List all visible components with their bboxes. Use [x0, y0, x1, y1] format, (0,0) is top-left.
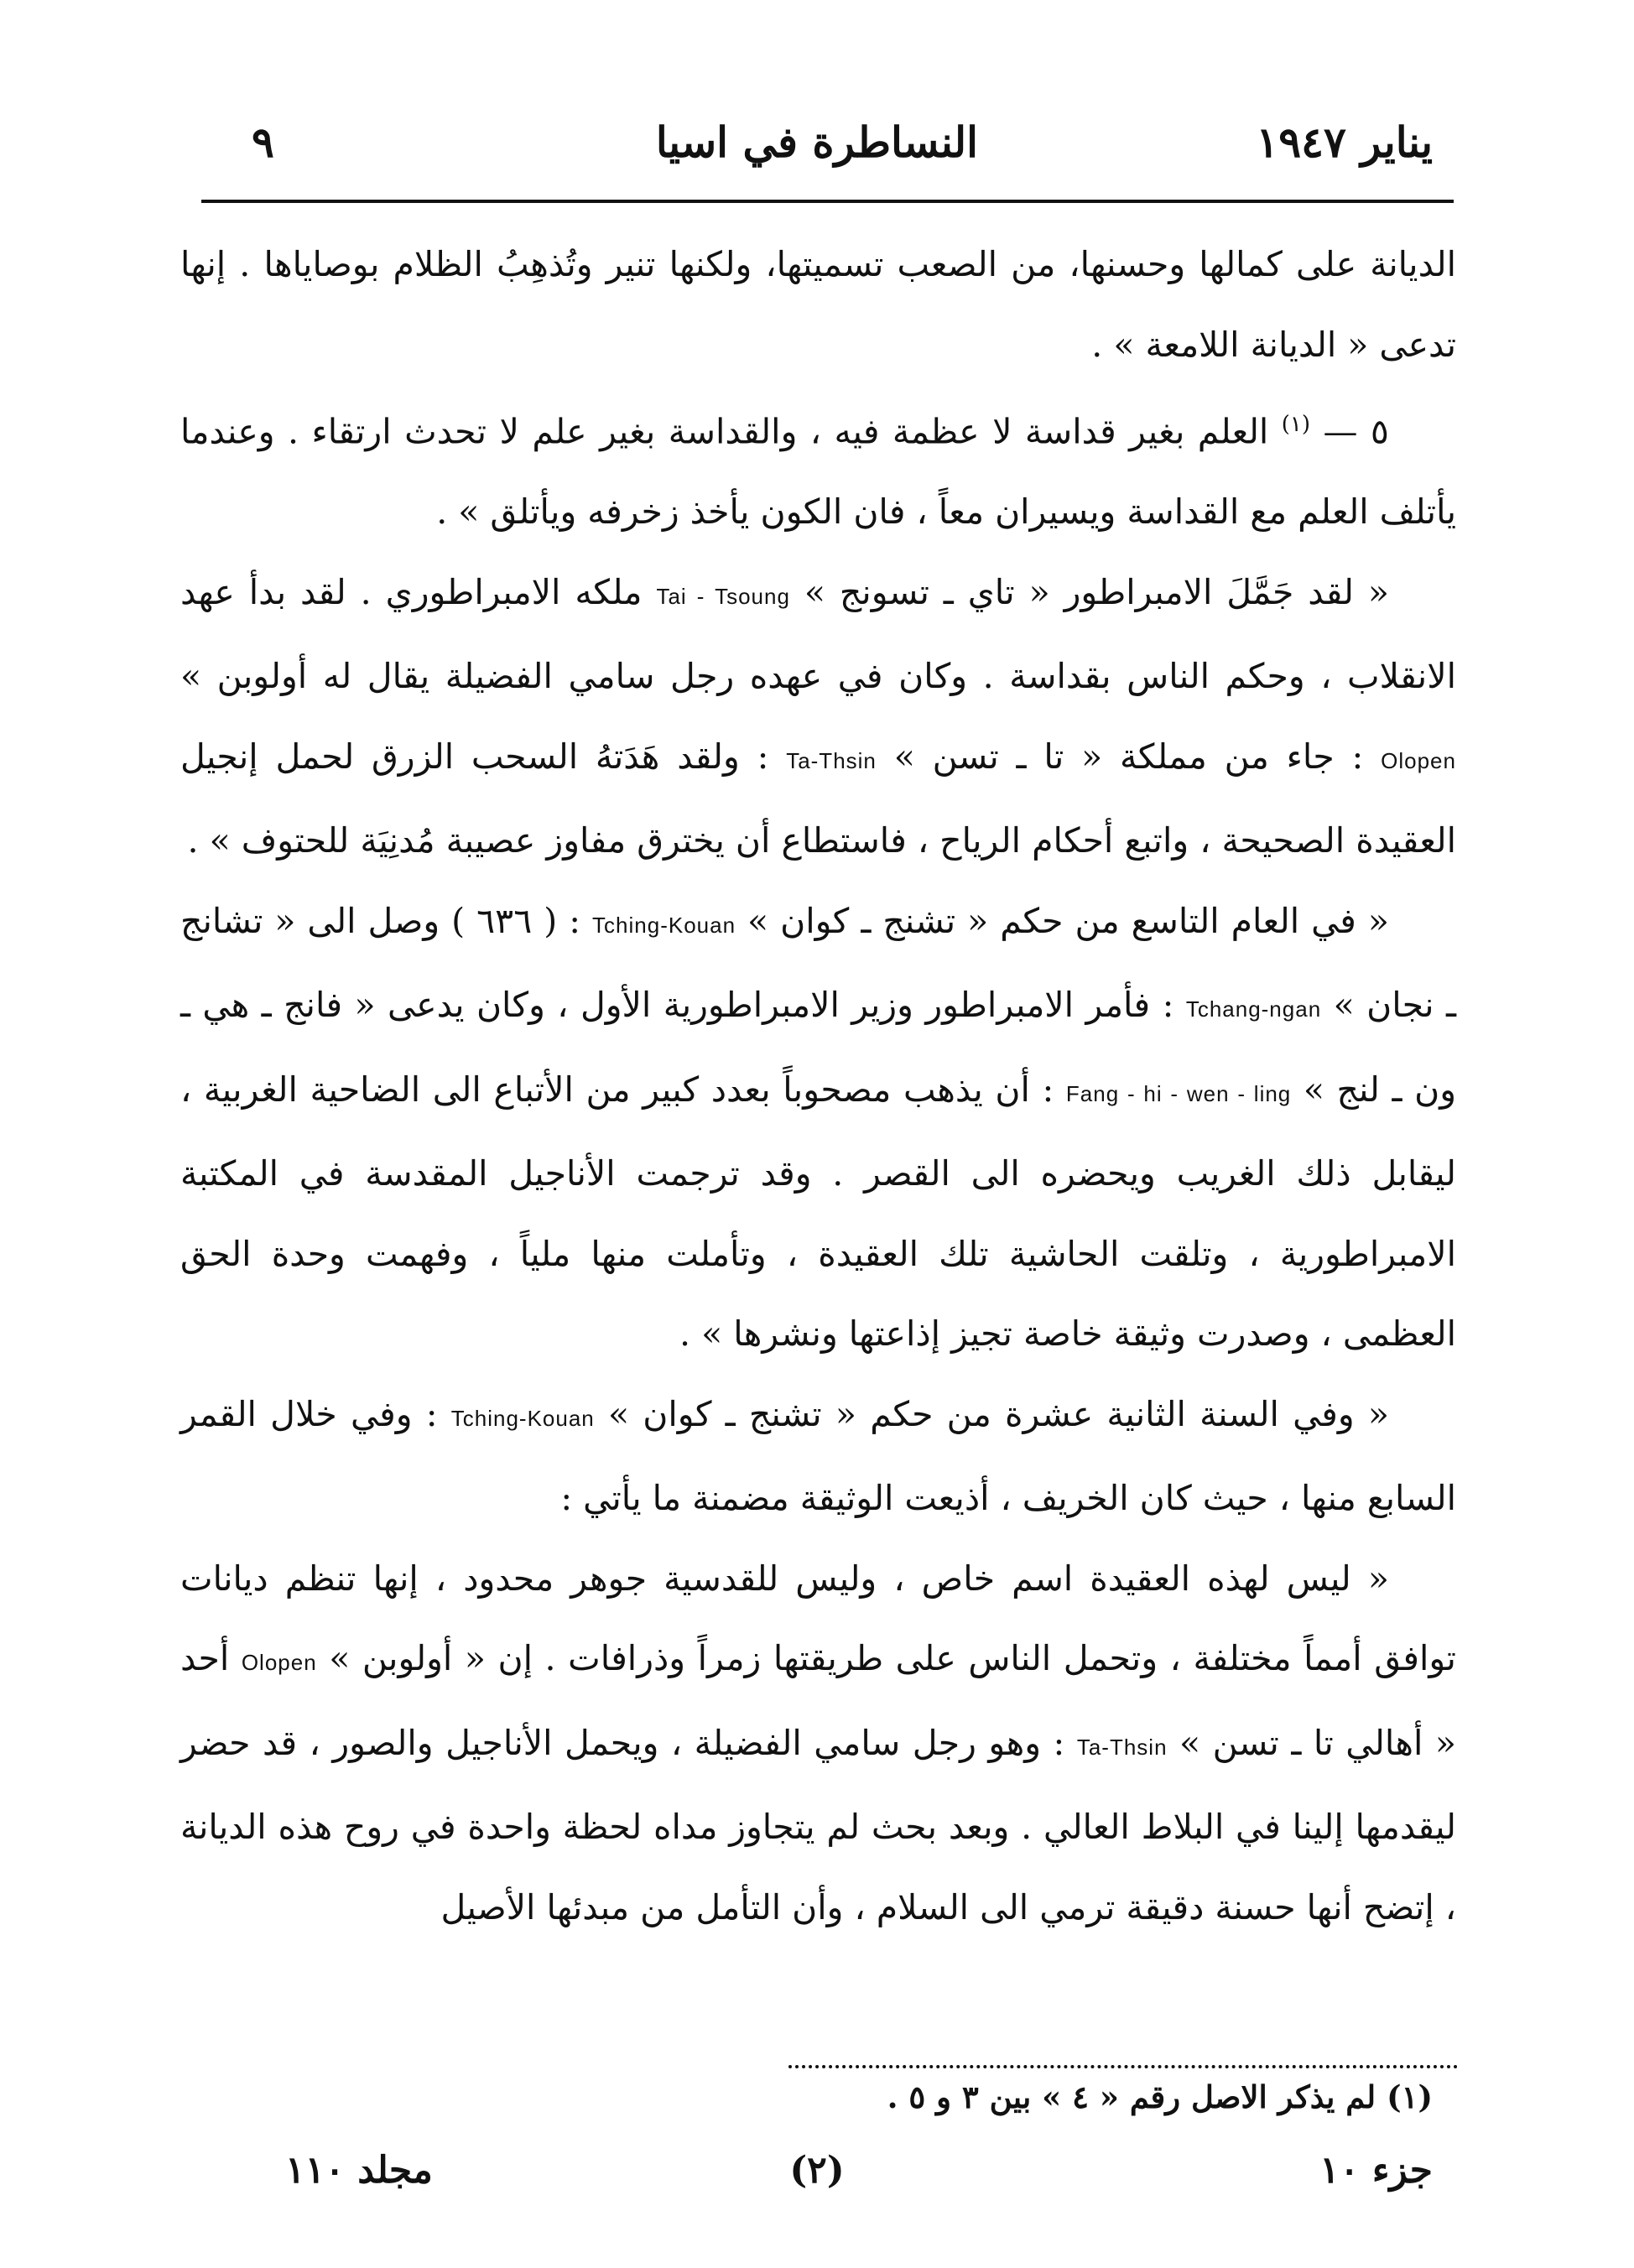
- paragraph-4-text-c: : فأمر الامبراطور وزير الامبراطورية الأول ، وكان يدعى « فانج ـ هي ـ ون ـ لنج »: [180, 985, 1457, 1110]
- latin-name: Tchang-ngan: [1185, 996, 1322, 1022]
- paragraph-6-text-a: « ليس لهذه العقيدة اسم خاص ، وليس للقدسية جوهر محدود ، إنها تنظم ديانات توافق أمماً مختلفة ، وتحمل الناس على طريقتها زمراً وذرافات . إن « أولوبن »: [180, 1558, 1456, 1679]
- paragraph-3-text-d: : ولقد هَدَتهُ السحب الزرق لحمل إنجيل العقيدة الصحيحة ، واتبع أحكام الرياح ، فاستطاع أن يخترق مفاوز عصيبة مُدنِيَة للحتوف » .: [180, 736, 1456, 861]
- paragraph-6-text-b: أحد « أهالي تا ـ تسن »: [180, 1638, 1456, 1763]
- header-date: يناير ١٩٤٧: [1256, 117, 1433, 167]
- paragraph-2: [180, 385, 1456, 553]
- latin-name: Tching-Kouan: [450, 1405, 595, 1431]
- paragraph-3-text-a: « لقد جَمَّلَ الامبراطور « تاي ـ تسونج »: [804, 571, 1390, 612]
- latin-name: Olopen: [1381, 747, 1456, 773]
- paragraph-5: [180, 1375, 1456, 1539]
- paragraph-3-text-c: : جاء من مملكة « تا ـ تسن »: [893, 736, 1364, 777]
- latin-name: Olopen: [241, 1650, 317, 1676]
- paragraph-2-text: العلم بغير قداسة لا عظمة فيه ، والقداسة بغير علم لا تحدث ارتقاء . وعندما يأتلف العلم مع القداسة ويسيران معاً ، فان الكون يأخذ زخرفه ويأتلق » .: [180, 411, 1456, 533]
- footer-sheet: (٢): [789, 2149, 845, 2192]
- latin-name: Tching-Kouan: [592, 912, 736, 938]
- paragraph-5-text-a: « وفي السنة الثانية عشرة من حكم « تشنج ـ كوان »: [607, 1393, 1389, 1434]
- paragraph-6-text-c: : وهو رجل سامي الفضيلة ، ويحمل الأناجيل والصور ، قد حضر ليقدمها إلينا في البلاط العالي . وبعد بحث لم يتجاوز مداه لحظة واحدة في روح هذه الديانة ، إتضح أنها حسنة دقيقة ترمي الى السلام ، وأن التأمل من مبدئها الأصيل: [180, 1722, 1456, 1927]
- footer-volume: مجلد ١١٠: [285, 2149, 433, 2192]
- running-header: [201, 117, 1433, 193]
- paragraph-3-text-b: ملكه الامبراطوري . لقد بدأ عهد الانقلاب ، وحكم الناس بقداسة . وكان في عهده رجل سامي الفضيلة يقال له أولوبن »: [180, 571, 1456, 697]
- footnote-reference: (١): [1281, 412, 1311, 437]
- paragraph-1: [180, 225, 1456, 385]
- page-footer: [201, 2149, 1433, 2208]
- footer-part: جزء ١٠: [1319, 2149, 1433, 2192]
- paragraph-6: [180, 1539, 1456, 1948]
- paragraph-4-text-a: « في العام التاسع من حكم « تشنج ـ كوان »: [747, 900, 1389, 941]
- latin-name: Tai - Tsoung: [656, 583, 790, 609]
- latin-name: Ta-Thsin: [1076, 1734, 1168, 1760]
- body-text: [180, 225, 1456, 1948]
- paragraph-3: [180, 553, 1456, 882]
- paragraph-4-text-b: : ( ٦٣٦ ) وصل الى « تشانج ـ نجان »: [180, 900, 1456, 1026]
- paragraph-4-text-d: : أن يذهب مصحوباً بعدد كبير من الأتباع الى الضاحية الغربية ، ليقابل ذلك الغريب ويحضره الى القصر . وقد ترجمت الأناجيل المقدسة في المكتبة الامبراطورية ، وتلقت الحاشية تلك العقيدة ، وتأملت منها ملياً ، وفهمت وحدة الحق العظمى ، وصدرت وثيقة خاصة تجيز إذاعتها ونشرها » .: [180, 1069, 1456, 1355]
- page-number: ٩: [252, 117, 274, 167]
- footnote-rule: [788, 2065, 1458, 2068]
- header-rule: [201, 200, 1454, 203]
- latin-name: Ta-Thsin: [786, 747, 877, 773]
- header-title: النساطرة في اسيا: [655, 117, 979, 167]
- paragraph-5-text-b: : وفي خلال القمر السابع منها ، حيث كان الخريف ، أذيعت الوثيقة مضمنة ما يأتي :: [180, 1393, 1456, 1519]
- latin-name: Fang - hi - wen - ling: [1065, 1080, 1292, 1106]
- section-number: ٥ —: [1323, 411, 1389, 452]
- paragraph-4: [180, 882, 1456, 1375]
- paragraph-1-text: الديانة على كمالها وحسنها، من الصعب تسميتها، ولكنها تنير وتُذهِبُ الظلام بوصاياها . إنها تدعى « الديانة اللامعة » .: [180, 244, 1456, 365]
- footnote: (١) لم يذكر الاصل رقم « ٤ » بين ٣ و ٥ .: [887, 2078, 1433, 2115]
